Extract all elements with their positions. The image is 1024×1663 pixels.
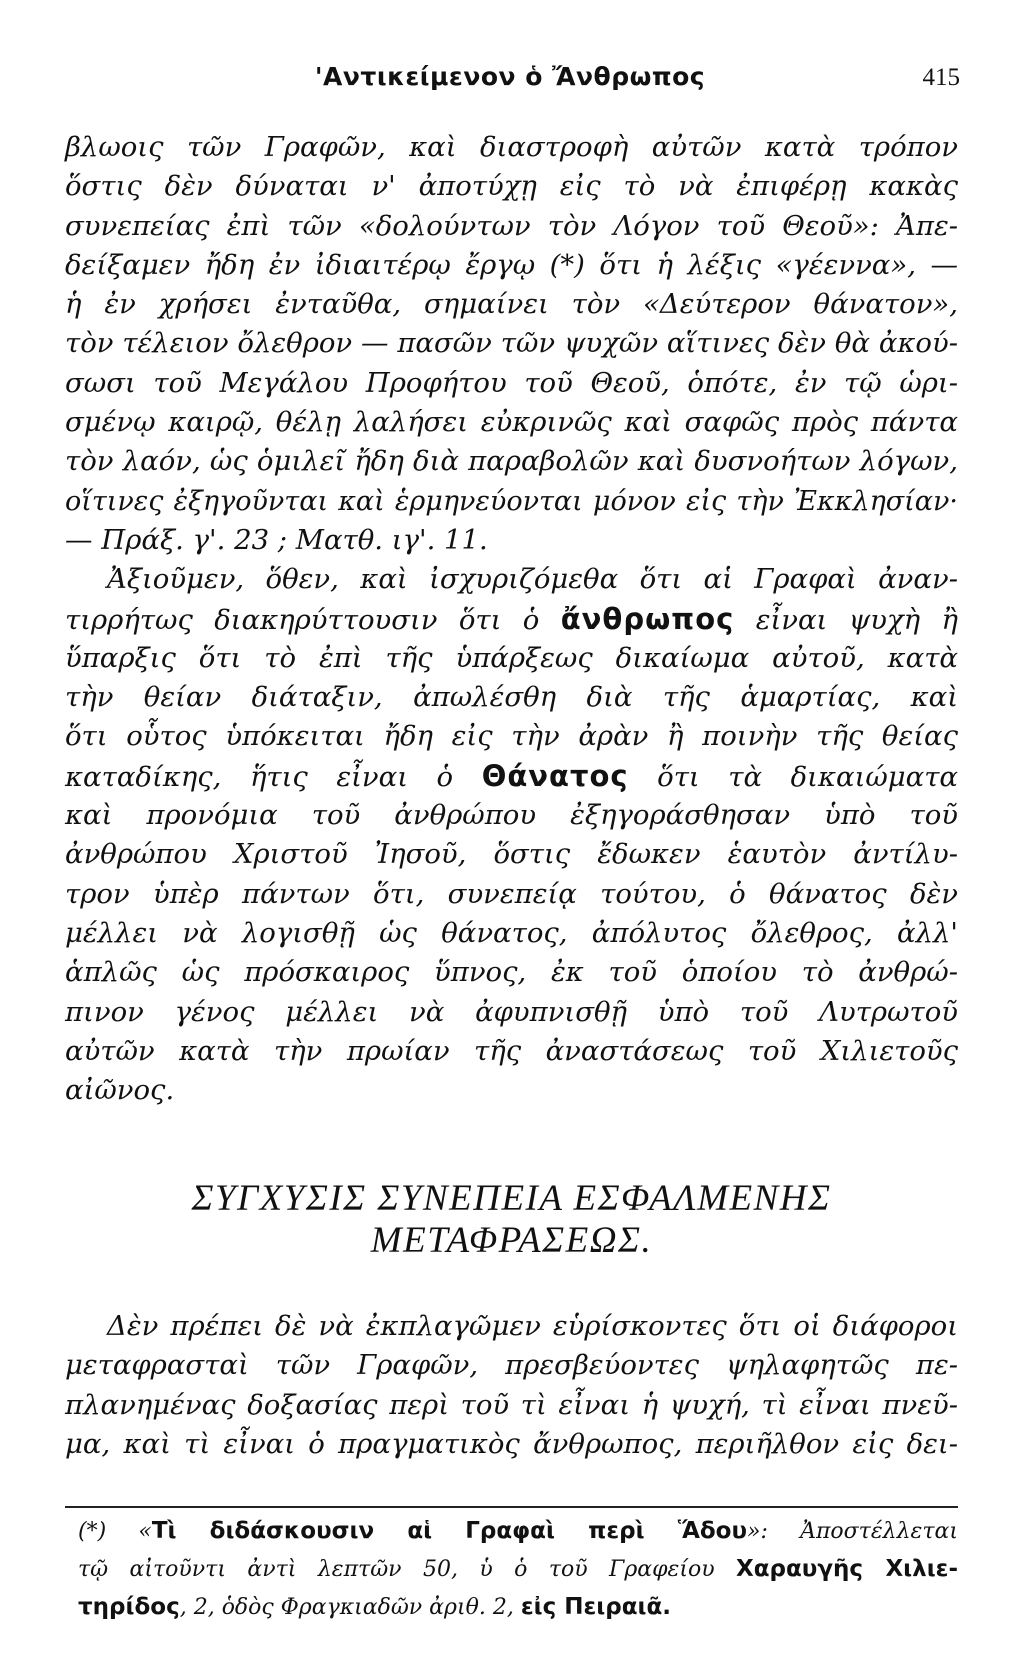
- text-line: ὕπαρξις ὅτι τὸ ἐπὶ τῆς ὑπάρξεως δικαίωμα αὐτοῦ, κατὰ: [65, 641, 958, 674]
- section-heading: [65, 1178, 958, 1262]
- text-line: καὶ προνόμια τοῦ ἀνθρώπου ἐξηγοράσθησαν ὑπὸ τοῦ: [65, 799, 958, 832]
- text-line: [65, 600, 958, 639]
- text-segment: »:: [747, 1519, 768, 1544]
- text-line: οἵτινες ἐξηγοῦνται καὶ ἑρμηνεύονται μόνον εἰς τὴν Ἐκκλησίαν·: [65, 485, 958, 517]
- text-line: πλανημένας δοξασίας περὶ τοῦ τὶ εἶναι ἡ ψυχή, τὶ εἶναι πνεῦ-: [65, 1388, 958, 1421]
- footnote-divider: [65, 1506, 958, 1508]
- text-line: σωσι τοῦ Μεγάλου Προφήτου τοῦ Θεοῦ, ὁπότε, ἐν τῷ ὡρι-: [65, 366, 958, 399]
- text-segment: , 2, ὁδὸς Φραγκιαδῶν ἀριθ. 2,: [179, 1595, 514, 1620]
- text-line: ὅστις δὲν δύναται ν' ἀποτύχῃ εἰς τὸ νὰ ἐπιφέρῃ κακὰς: [65, 170, 958, 203]
- section-text: [65, 1307, 958, 1464]
- text-line: αὐτῶν κατὰ τὴν πρωίαν τῆς ἀναστάσεως τοῦ Χιλιετοῦς: [65, 1034, 958, 1067]
- text-line: τὸν λαόν, ὡς ὁμιλεῖ ἤδη διὰ παραβολῶν καὶ δυσνοήτων λόγων,: [65, 445, 958, 478]
- text-line: Δὲν πρέπει δὲ νὰ ἐκπλαγῶμεν εὑρίσκοντες ὅτι οἱ διάφοροι: [107, 1310, 958, 1342]
- text-line: τὸν τέλειον ὄλεθρον — πασῶν τῶν ψυχῶν αἵτινες δὲν θὰ ἀκού-: [65, 327, 958, 360]
- section-heading-line-2: ΜΕΤΑΦΡΑΣΕΩΣ.: [370, 1220, 653, 1261]
- text-line: αἰῶνος.: [65, 1074, 175, 1107]
- text-line: [65, 757, 958, 796]
- page-number: 415: [922, 64, 960, 91]
- footnote-publisher-cont: τηρίδος: [78, 1594, 180, 1620]
- emphasis-thanatos: Θάνατος: [481, 758, 629, 793]
- text-line: ἡ ἐν χρήσει ἐνταῦθα, σημαίνει τὸν «Δεύτερον θάνατον»,: [65, 288, 958, 321]
- text-segment: καταδίκης, ἥτις εἶναι ὁ: [65, 760, 454, 793]
- text-line: δείξαμεν ἤδη ἐν ἰδιαιτέρῳ ἔργῳ (*) ὅτι ἡ λέξις «γέεννα», —: [65, 248, 958, 281]
- footnote-book-title: Τὶ διδάσκουσιν αἱ Γραφαὶ περὶ Ἅδου: [151, 1518, 748, 1544]
- text-line: μα, καὶ τὶ εἶναι ὁ πραγματικὸς ἄνθρωπος, περιῆλθον εἰς δει-: [65, 1427, 958, 1460]
- text-segment: τῷ αἰτοῦντι ἀντὶ λεπτῶν 50, ὑ ὁ τοῦ Γραφείου: [78, 1557, 715, 1582]
- text-line: τρον ὑπὲρ πάντων ὅτι, συνεπείᾳ τούτου, ὁ θάνατος δὲν: [65, 877, 958, 910]
- running-header: [60, 62, 960, 102]
- text-line: ὅτι οὗτος ὑπόκειται ἤδη εἰς τὴν ἀρὰν ἢ ποινὴν τῆς θείας: [65, 720, 958, 753]
- text-line: σμένῳ καιρῷ, θέλῃ λαλήσει εὐκρινῶς καὶ σαφῶς πρὸς πάντα: [65, 406, 958, 439]
- footnote-line: [78, 1588, 958, 1626]
- text-line: μέλλει νὰ λογισθῇ ὡς θάνατος, ἀπόλυτος ὄλεθρος, ἀλλ': [65, 916, 958, 949]
- text-line: βλωοις τῶν Γραφῶν, καὶ διαστροφὴ αὐτῶν κατὰ τρόπον: [65, 131, 958, 163]
- text-segment: ὅτι τὰ δικαιώματα: [657, 760, 958, 793]
- main-text: [65, 128, 958, 1110]
- section-heading-line-1: ΣΥΓΧΥΣΙΣ ΣΥΝΕΠΕΙΑ ΕΣΦΑΛΜΕΝΗΣ: [191, 1178, 832, 1219]
- text-segment: εἶναι ψυχὴ ἢ: [755, 603, 958, 636]
- text-line: ἀνθρώπου Χριστοῦ Ἰησοῦ, ὅστις ἔδωκεν ἑαυτὸν ἀντίλυ-: [65, 838, 958, 871]
- text-segment: «: [138, 1519, 152, 1544]
- footnote-city: εἰς Πειραιᾶ.: [520, 1594, 671, 1620]
- text-segment: Ἀποστέλλεται: [800, 1519, 958, 1544]
- text-line: μεταφρασταὶ τῶν Γραφῶν, πρεσβεύοντες ψηλαφητῶς πε-: [65, 1349, 958, 1382]
- text-line: συνεπείας ἐπὶ τῶν «δολούντων τὸν Λόγον τοῦ Θεοῦ»: Ἀπε-: [65, 209, 958, 242]
- footnote-marker: (*): [78, 1519, 107, 1544]
- scripture-reference: — Πράξ. γ'. 23 ; Ματθ. ιγ'. 11.: [65, 523, 488, 556]
- text-line: ἁπλῶς ὡς πρόσκαιρος ὕπνος, ἐκ τοῦ ὁποίου τὸ ἀνθρώ-: [65, 956, 958, 989]
- text-line: πινον γένος μέλλει νὰ ἀφυπνισθῇ ὑπὸ τοῦ Λυτρωτοῦ: [65, 995, 958, 1028]
- text-line: τὴν θείαν διάταξιν, ἀπωλέσθη διὰ τῆς ἁμαρτίας, καὶ: [65, 681, 958, 714]
- footnote-line: [78, 1512, 958, 1550]
- running-title: 'Αντικείμενον ὁ Ἄνθρωπος: [314, 62, 706, 91]
- footnote: [78, 1512, 958, 1626]
- footnote-publisher: Χαραυγῆς Χιλιε-: [736, 1556, 959, 1582]
- footnote-line: [78, 1550, 958, 1588]
- emphasis-anthropos: ἄνθρωπος: [560, 601, 735, 636]
- text-segment: τιρρήτως διακηρύττουσιν ὅτι ὁ: [65, 603, 540, 636]
- text-line: Ἀξιοῦμεν, ὅθεν, καὶ ἰσχυριζόμεθα ὅτι αἱ Γραφαὶ ἀναν-: [107, 563, 958, 596]
